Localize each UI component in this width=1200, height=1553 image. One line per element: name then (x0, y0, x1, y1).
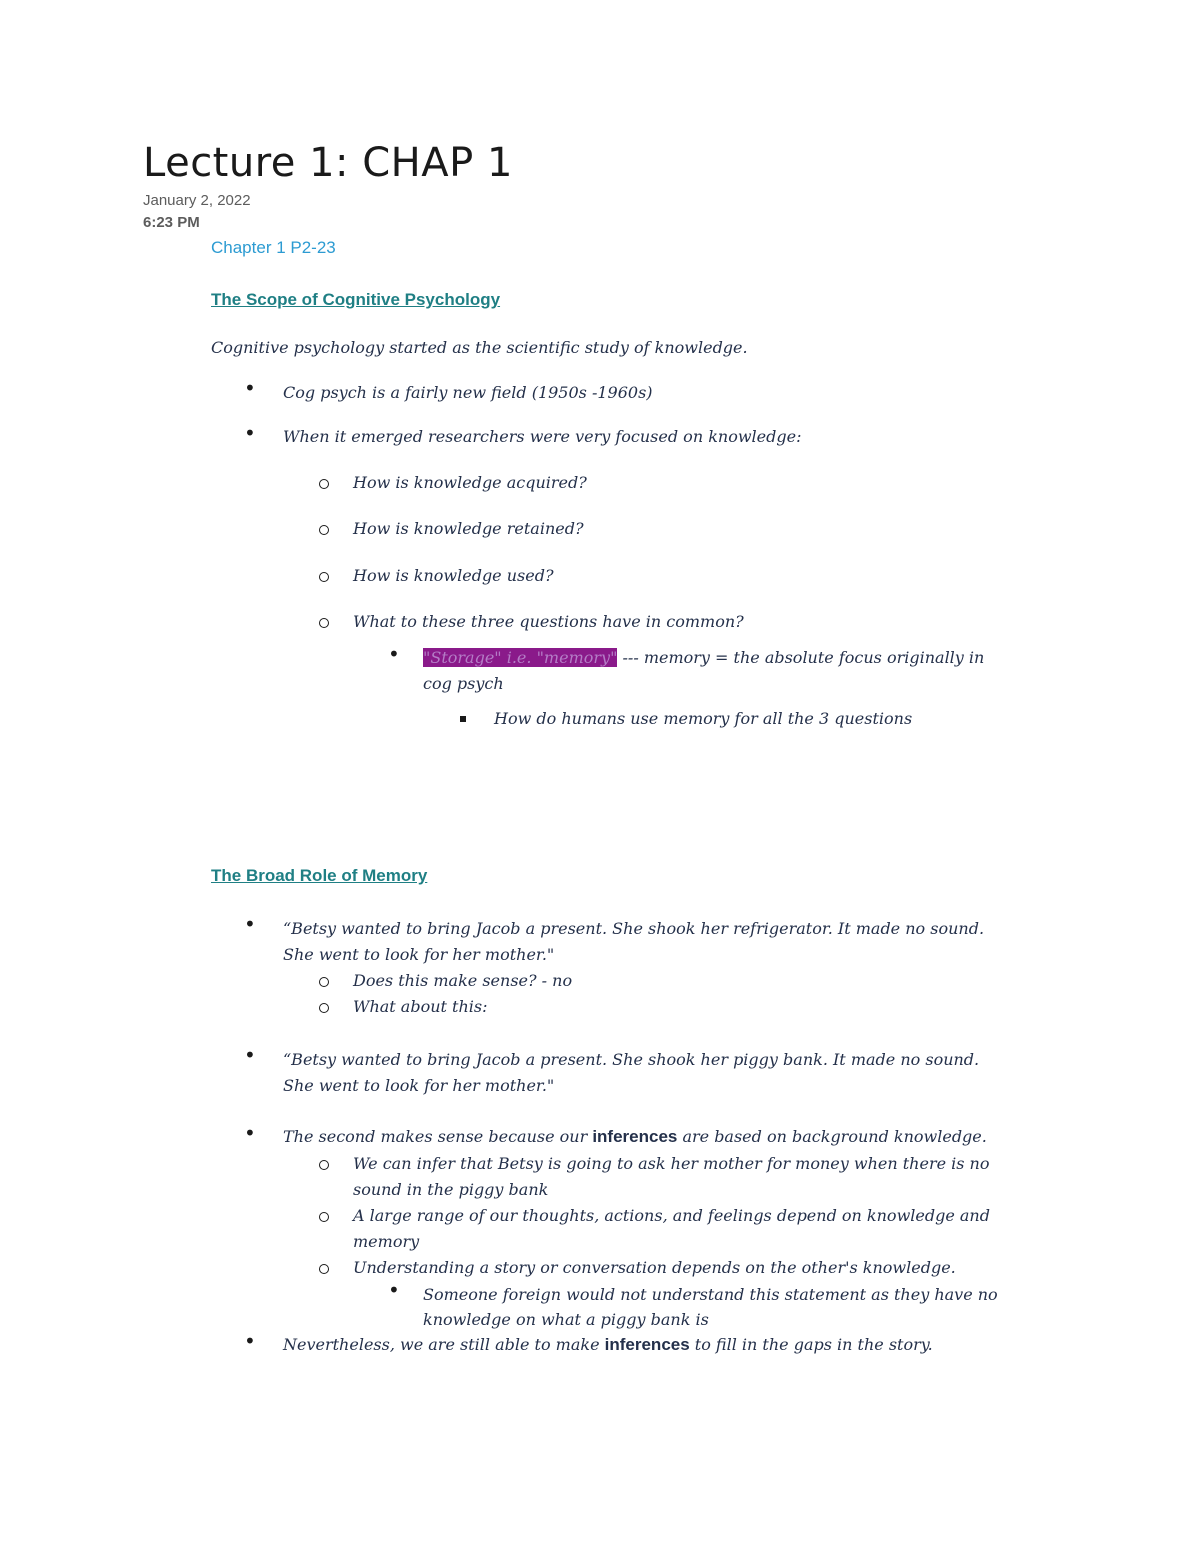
list-item: How is knowledge used? (353, 566, 554, 585)
section-heading-scope: The Scope of Cognitive Psychology (211, 290, 501, 309)
bullet-dot-icon: • (244, 376, 256, 400)
bullet-dot-icon: • (244, 421, 256, 445)
list-item-continuation: She went to look for her mother." (283, 1076, 555, 1095)
list-item (283, 1127, 987, 1147)
bullet-circle-icon (319, 1160, 329, 1170)
page-date: January 2, 2022 (143, 192, 251, 209)
list-item: What to these three questions have in common? (353, 612, 744, 631)
list-item-text: are based on background knowledge. (677, 1127, 987, 1146)
bullet-dot-icon: • (388, 1278, 400, 1302)
keyword-inferences: inferences (604, 1335, 690, 1354)
list-item-continuation: memory (353, 1232, 420, 1251)
bullet-circle-icon (319, 1264, 329, 1274)
bullet-circle-icon (319, 479, 329, 489)
list-item-continuation: She went to look for her mother." (283, 945, 555, 964)
bullet-circle-icon (319, 525, 329, 535)
list-item: How is knowledge retained? (353, 519, 584, 538)
chapter-reference: Chapter 1 P2-23 (211, 238, 336, 257)
bullet-dot-icon: • (244, 1329, 256, 1353)
bullet-circle-icon (319, 977, 329, 987)
list-item: A large range of our thoughts, actions, and feelings depend on knowledge and (353, 1206, 990, 1225)
bullet-circle-icon (319, 618, 329, 628)
keyword-inferences: inferences (592, 1127, 678, 1146)
bullet-circle-icon (319, 1003, 329, 1013)
list-item-continuation: cog psych (423, 674, 504, 693)
list-item: What about this: (353, 997, 488, 1016)
bullet-square-icon (460, 716, 466, 722)
page-title: Lecture 1: CHAP 1 (143, 140, 513, 186)
list-item: Someone foreign would not understand this statement as they have no (423, 1285, 998, 1304)
list-item-text: Nevertheless, we are still able to make (283, 1335, 605, 1354)
bullet-circle-icon (319, 1212, 329, 1222)
list-item: Understanding a story or conversation depends on the other's knowledge. (353, 1258, 956, 1277)
intro-line: Cognitive psychology started as the scientific study of knowledge. (211, 338, 748, 357)
list-item: “Betsy wanted to bring Jacob a present. She shook her piggy bank. It made no sound. (283, 1050, 980, 1069)
list-item: We can infer that Betsy is going to ask her mother for money when there is no (353, 1154, 990, 1173)
section-heading-memory: The Broad Role of Memory (211, 866, 428, 885)
bullet-dot-icon: • (244, 1043, 256, 1067)
list-item-text: --- memory = the absolute focus originally in (617, 648, 985, 667)
list-item: How do humans use memory for all the 3 questions (494, 709, 913, 728)
list-item: Does this make sense? - no (353, 971, 573, 990)
list-item-continuation: knowledge on what a piggy bank is (423, 1310, 709, 1329)
bullet-dot-icon: • (244, 1121, 256, 1145)
list-item: Cog psych is a fairly new field (1950s -1960s) (283, 383, 653, 402)
list-item: “Betsy wanted to bring Jacob a present. She shook her refrigerator. It made no sound. (283, 919, 985, 938)
list-item (423, 648, 984, 667)
bullet-dot-icon: • (388, 642, 400, 666)
list-item: How is knowledge acquired? (353, 473, 587, 492)
page-time: 6:23 PM (143, 214, 200, 231)
bullet-dot-icon: • (244, 912, 256, 936)
list-item (283, 1335, 933, 1355)
list-item: When it emerged researchers were very focused on knowledge: (283, 427, 802, 446)
highlighted-text: "Storage" i.e. "memory" (423, 648, 618, 667)
list-item-text: The second makes sense because our (283, 1127, 593, 1146)
list-item-continuation: sound in the piggy bank (353, 1180, 549, 1199)
bullet-circle-icon (319, 572, 329, 582)
list-item-text: to fill in the gaps in the story. (689, 1335, 933, 1354)
